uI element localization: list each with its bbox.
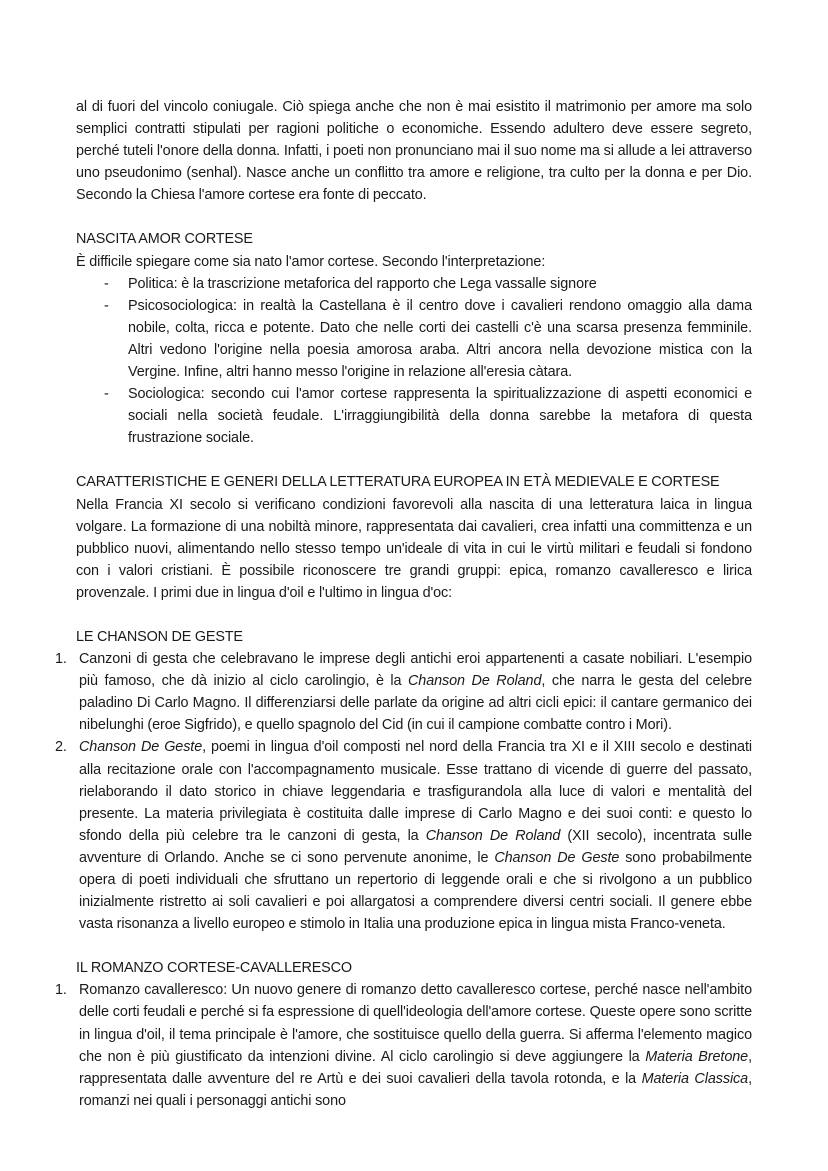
text-run: Canzoni di gesta che celebravano le imprese degli antichi eroi appartenenti a casate nobiliari. L'esempio più famoso, che dà inizio al ciclo carolingio, è la bbox=[79, 651, 752, 690]
text-run: , romanzi nei quali i personaggi antichi sono bbox=[79, 1070, 752, 1109]
heading-nascita-amor-cortese: NASCITA AMOR CORTESE bbox=[76, 231, 253, 248]
text-run: Romanzo cavalleresco: Un nuovo genere di romanzo detto cavalleresco cortese, perché nasce nell'ambito delle corti feudali e perché si fa espressione di quell'ideologia dell'amore cortese. Queste opere sono scritte in lingua d'oil, il tema principale è l'amore, che sostituisce quello della guerra. Si afferma l'elemento magico che non è più giustificato da intenzioni divine. Al ciclo carolingio si deve aggiungere la bbox=[79, 982, 752, 1065]
list-item-label bbox=[79, 739, 752, 932]
intro-paragraph: al di fuori del vincolo coniugale. Ciò spiega anche che non è mai esistito il matrimonio per amore ma solo semplici contratti stipulati per ragioni politiche o economiche. Essendo adultero deve essere segreto, perché tuteli l'onore della donna. Infatti, i poeti non pronunciano mai il suo nome ma si allude a lei attraverso uno pseudonimo (senhal). Nasce anche un conflitto tra amore e religione, tra culto per la donna e per Dio. Secondo la Chiesa l'amore cortese era fonte di peccato. bbox=[76, 99, 752, 204]
italic-title: Chanson De Roland bbox=[408, 673, 542, 690]
list-item-psicosociologica bbox=[76, 295, 752, 383]
spacer bbox=[76, 935, 752, 957]
text-run: , poemi in lingua d'oil composti nel nord della Francia tra XI e il XIII secolo e destinati alla recitazione orale con l'accompagnamento musicale. Esse trattano di vicende di guerre del passato, rielaborando il dato storico in chiave leggendaria e trasfigurandola alla luce di valori e mentalità del presente. La materia privilegiata è costituita dalle imprese di Carlo Magno e dei suoi conti: e questo lo sfondo della più celebre tra le canzoni di gesta, la bbox=[79, 739, 752, 844]
list-marker-number: 2. bbox=[55, 739, 67, 756]
list-item-label: Politica: è la trascrizione metaforica del rapporto che Lega vassalle signore bbox=[128, 275, 597, 292]
document-content bbox=[55, 96, 752, 1112]
list-item-label: Psicosociologica: in realtà la Castellana è il centro dove i cavalieri rendono omaggio alla dama nobile, colta, ricca e potente. Dato che nelle corti dei castelli c'è una scarsa presenza femminile. Altri vedono l'origine nella poesia amorosa araba. Altri ancora nella devozione mistica con la Vergine. Infine, altri hanno messo l'origine in relazione all'eresia càtara. bbox=[128, 297, 752, 381]
romanzo-cortese-list bbox=[55, 979, 752, 1112]
italic-title: Materia Bretone bbox=[645, 1048, 749, 1065]
chanson-de-geste-list bbox=[55, 648, 752, 935]
heading-il-romanzo-cortese-cavalleresco: IL ROMANZO CORTESE-CAVALLERESCO bbox=[76, 960, 352, 977]
caratteristiche-paragraph: Nella Francia XI secolo si verificano condizioni favorevoli alla nascita di una letteratura laica in lingua volgare. La formazione di una nobiltà minore, rappresentata dai cavalieri, crea infatti una committenza e un pubblico nuovi, alimentando nello stesso tempo un'ideale di vita in cui le virtù militari e feudali si fondono con i valori cristiani. È possibile riconoscere tre grandi gruppi: epica, romanzo cavalleresco e lirica provenzale. I primi due in lingua d'oil e l'ultimo in lingua d'oc: bbox=[76, 496, 752, 601]
spacer bbox=[76, 604, 752, 626]
text-run: , rappresentata dalle avventure del re Artù e dei suoi cavalieri della tavola rotonda, e la bbox=[79, 1048, 752, 1087]
list-marker-dash: - bbox=[104, 297, 109, 314]
text-run: , che narra le gesta del celebre paladino Di Carlo Magno. Il differenziarsi delle parlate da origine ad altri cicli epici: il cantare germanico dei nibelunghi (eroe Sigfrido), e quello spagnolo del Cid (in cui il campione combatte contro i Mori). bbox=[79, 673, 752, 734]
heading-le-chanson-de-geste: LE CHANSON DE GESTE bbox=[76, 628, 243, 645]
spacer bbox=[76, 449, 752, 471]
list-item-canzoni-di-gesta bbox=[55, 648, 752, 736]
list-item-chanson-de-geste bbox=[55, 736, 752, 935]
list-item-romanzo-cavalleresco bbox=[55, 979, 752, 1112]
text-run: (XII secolo), incentrata sulle avventure di Orlando. Anche se ci sono pervenute anonime, le bbox=[79, 827, 752, 866]
text-run: sono probabilmente opera di poeti individuali che sfruttano un repertorio di leggende orali e che si rivolgono a un pubblico inizialmente ristretto ai soli cavalieri e poi allargatosi a comprendere diversi centri sociali. Il genere ebbe vasta risonanza a livello europeo e stimolo in Italia una produzione epica in lingua mista Franco-veneta. bbox=[79, 849, 752, 933]
nascita-intro-paragraph: È difficile spiegare come sia nato l'amor cortese. Secondo l'interpretazione: bbox=[76, 253, 546, 270]
italic-title: Chanson De Geste bbox=[79, 739, 203, 756]
interpretazioni-list bbox=[76, 273, 752, 450]
italic-title: Chanson De Roland bbox=[425, 827, 561, 844]
list-marker-dash: - bbox=[104, 386, 109, 403]
italic-title: Chanson De Geste bbox=[494, 849, 620, 866]
list-item-label: Sociologica: secondo cui l'amor cortese rappresenta la spiritualizzazione di aspetti economici e sociali nella società feudale. L'irraggiungibilità della donna sarebbe la metafora di questa frustrazione sociale. bbox=[128, 386, 752, 447]
heading-caratteristiche-generi: CARATTERISTICHE E GENERI DELLA LETTERATURA EUROPEA IN ETÀ MEDIEVALE E CORTESE bbox=[76, 474, 720, 491]
list-item-label bbox=[79, 651, 752, 733]
list-item-politica bbox=[76, 273, 752, 295]
spacer bbox=[76, 206, 752, 228]
list-item-sociologica bbox=[76, 383, 752, 449]
italic-title: Materia Classica bbox=[641, 1070, 749, 1087]
list-marker-number: 1. bbox=[55, 982, 67, 999]
list-marker-dash: - bbox=[104, 275, 109, 292]
list-item-label bbox=[79, 982, 752, 1108]
list-marker-number: 1. bbox=[55, 651, 67, 668]
